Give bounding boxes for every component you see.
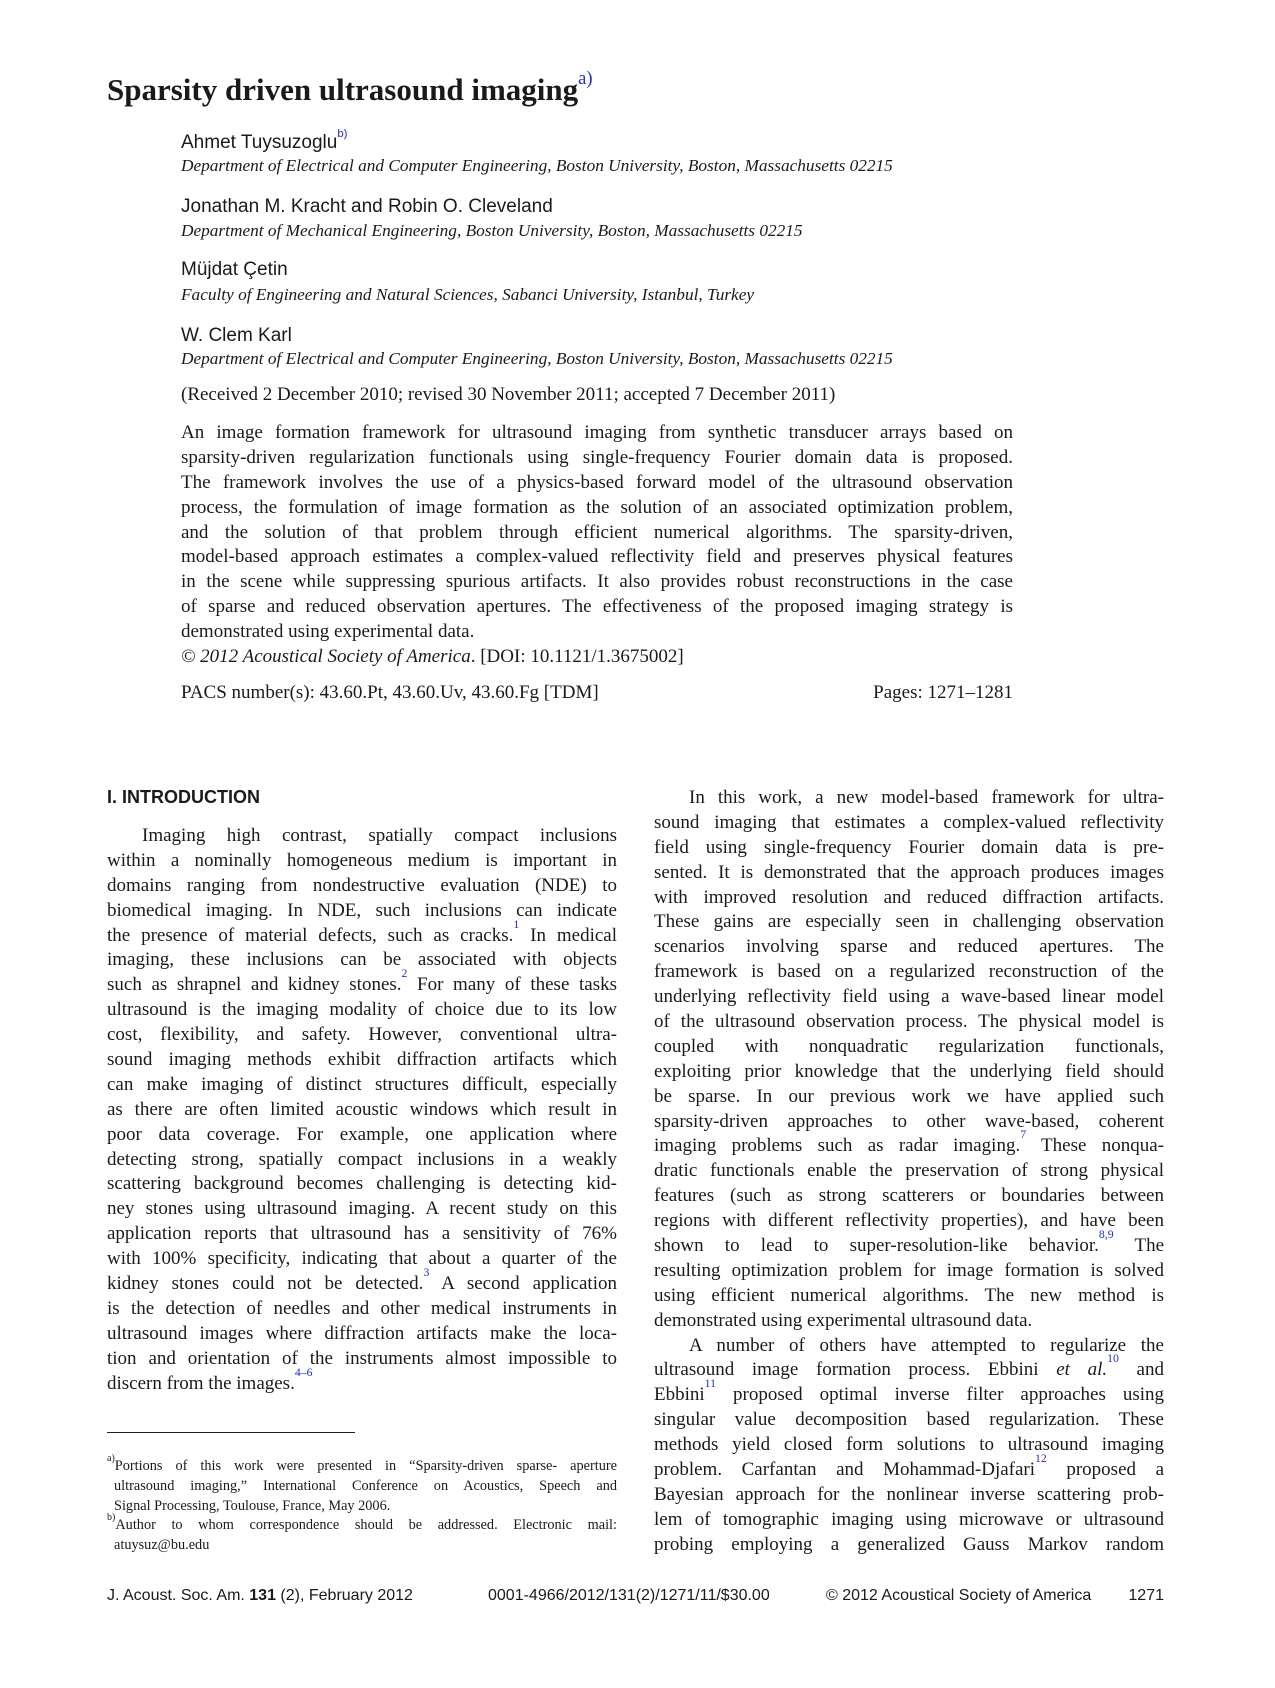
text-segment: Ebbini bbox=[654, 1384, 705, 1406]
text-line bbox=[654, 1352, 1164, 1383]
text-line bbox=[107, 1365, 617, 1397]
text-segment: biomedical imaging. In NDE, such inclusions can indicate bbox=[107, 899, 617, 921]
text-line bbox=[654, 786, 1164, 811]
text-segment: of the ultrasound observation process. The physical model is bbox=[654, 1011, 1164, 1033]
pacs-line bbox=[181, 682, 1013, 704]
text-segment: ney stones using ultrasound imaging. A recent study on this bbox=[107, 1198, 617, 1220]
text-line bbox=[107, 899, 617, 924]
reference-link[interactable]: 3 bbox=[423, 1266, 430, 1280]
text-line bbox=[654, 1209, 1164, 1234]
text-segment: domains ranging from nondestructive evaluation (NDE) to bbox=[107, 874, 617, 896]
text-segment: ultrasound images where diffraction artifacts make the loca- bbox=[107, 1322, 617, 1344]
text-segment: Author to whom correspondence should be addressed. Electronic mail: bbox=[115, 1517, 617, 1534]
text-segment: coupled with nonquadratic regularization functionals, bbox=[654, 1035, 1164, 1057]
author-1: Ahmet Tuysuzoglu$^{b)}$ bbox=[181, 128, 348, 153]
text-line bbox=[654, 1010, 1164, 1035]
text-segment: sound imaging methods exhibit diffraction artifacts which bbox=[107, 1049, 617, 1071]
text-segment: and bbox=[1118, 1359, 1164, 1381]
affiliation-4: Department of Electrical and Computer Engineering, Boston University, Boston, Massachusetts 02215 bbox=[181, 349, 893, 368]
text-line bbox=[107, 1453, 617, 1477]
text-segment: with 100% specificity, indicating that about a quarter of the bbox=[107, 1248, 617, 1270]
text-segment: imaging, these inclusions can be associated with objects bbox=[107, 949, 617, 971]
text-segment: using efficient numerical algorithms. The new method is bbox=[654, 1284, 1164, 1306]
text-segment: ultrasound is the imaging modality of choice due to its low bbox=[107, 999, 617, 1021]
text-line bbox=[107, 1023, 617, 1048]
text-line bbox=[654, 1228, 1165, 1259]
section-heading: I. INTRODUCTION bbox=[107, 787, 260, 807]
received-dates: (Received 2 December 2010; revised 30 November 2011; accepted 7 December 2011) bbox=[181, 384, 836, 405]
text-line bbox=[107, 1148, 617, 1173]
text-line bbox=[654, 1035, 1164, 1060]
text-line bbox=[181, 496, 1013, 521]
text-segment: sound imaging that estimates a complex-valued reflectivity bbox=[654, 811, 1164, 833]
affiliation-1: Department of Electrical and Computer Engineering, Boston University, Boston, Massachusetts 02215 bbox=[181, 156, 893, 175]
text-segment: atuysuz@bu.edu bbox=[114, 1537, 210, 1554]
text-segment: methods yield closed form solutions to ultrasound imaging bbox=[654, 1434, 1164, 1456]
text-segment: shown to lead to super-resolution-like behavior. bbox=[654, 1235, 1099, 1257]
text-line bbox=[654, 1110, 1164, 1135]
text-segment: regions with different reflectivity properties), and have been bbox=[654, 1210, 1164, 1232]
text-line bbox=[654, 811, 1164, 836]
reference-link[interactable]: 10 bbox=[1107, 1352, 1119, 1366]
text-line bbox=[107, 1197, 617, 1222]
reference-link[interactable]: 7 bbox=[1020, 1128, 1027, 1142]
text-segment: problem. Carfantan and Mohammad-Djafari bbox=[654, 1459, 1036, 1481]
text-segment: An image formation framework for ultrasound imaging from synthetic transducer arrays based on bbox=[181, 422, 1013, 443]
text-segment: the presence of material defects, such as cracks. bbox=[107, 924, 514, 946]
text-line bbox=[654, 910, 1164, 935]
text-segment: application reports that ultrasound has a sensitivity of 76% bbox=[107, 1223, 617, 1245]
footer-code: 0001-4966/2012/131(2)/1271/11/$30.00 bbox=[488, 1587, 770, 1604]
text-line bbox=[654, 1259, 1164, 1284]
text-line bbox=[181, 471, 1013, 496]
text-line bbox=[107, 1297, 617, 1322]
text-segment: The framework involves the use of a physics-based forward model of the ultrasound observation bbox=[181, 471, 1013, 493]
text-line bbox=[107, 1073, 617, 1098]
text-line bbox=[107, 1347, 617, 1372]
text-line bbox=[654, 1533, 1164, 1558]
italic-text: © 2012 Acoustical Society of America bbox=[181, 646, 471, 668]
author-4: W. Clem Karl bbox=[181, 325, 292, 346]
text-line bbox=[107, 824, 617, 849]
text-line bbox=[181, 595, 1013, 620]
text-line bbox=[107, 1123, 617, 1148]
right-column-text bbox=[654, 786, 1164, 1558]
text-line bbox=[107, 1322, 617, 1347]
affiliation-3: Faculty of Engineering and Natural Sciences, Sabanci University, Istanbul, Turkey bbox=[181, 285, 755, 304]
text-line bbox=[181, 645, 1013, 670]
text-segment: be sparse. In our previous work we have applied such bbox=[654, 1085, 1164, 1107]
author-3: Müjdat Çetin bbox=[181, 259, 288, 280]
text-line bbox=[654, 1334, 1164, 1359]
text-line bbox=[654, 1377, 1164, 1408]
text-line bbox=[107, 967, 617, 998]
text-segment: is the detection of needles and other medical instruments in bbox=[107, 1297, 617, 1319]
text-segment: Imaging high contrast, spatially compact inclusions bbox=[142, 825, 617, 846]
text-segment: of sparse and reduced observation apertures. The effectiveness of the proposed imaging strategy is bbox=[181, 596, 1013, 618]
text-segment: In medical bbox=[519, 924, 617, 946]
text-segment: In this work, a new model-based framework for ultra- bbox=[689, 787, 1164, 808]
abstract bbox=[181, 421, 1013, 670]
text-segment: scenarios involving sparse and reduced apertures. The bbox=[654, 936, 1164, 958]
text-line bbox=[654, 861, 1164, 886]
text-segment: detecting strong, spatially compact inclusions in a weakly bbox=[107, 1148, 617, 1170]
text-segment: Portions of this work were presented in “Sparsity-driven sparse- aperture bbox=[114, 1458, 617, 1474]
text-line bbox=[107, 1497, 617, 1517]
text-line bbox=[107, 1222, 617, 1247]
text-line bbox=[181, 521, 1013, 546]
text-segment: poor data coverage. For example, one application where bbox=[107, 1123, 617, 1145]
reference-link[interactable]: 4–6 bbox=[294, 1365, 313, 1379]
text-line bbox=[654, 1128, 1164, 1159]
footnotes bbox=[107, 1453, 617, 1556]
text-line bbox=[654, 1408, 1164, 1433]
affiliation-2: Department of Mechanical Engineering, Boston University, Boston, Massachusetts 02215 bbox=[181, 221, 803, 240]
italic-text: et al. bbox=[1056, 1359, 1108, 1381]
text-segment: with improved resolution and reduced diffraction artifacts. bbox=[654, 886, 1164, 908]
text-line bbox=[107, 1247, 617, 1272]
text-segment: process, the formulation of image formation as the solution of an associated optimization problem, bbox=[181, 496, 1013, 518]
reference-link[interactable]: 2 bbox=[401, 967, 408, 981]
text-segment: singular value decomposition based regularization. These bbox=[654, 1409, 1164, 1431]
text-line bbox=[654, 886, 1164, 911]
text-line bbox=[107, 1172, 617, 1197]
text-line bbox=[654, 1483, 1164, 1508]
reference-link[interactable]: 12 bbox=[1035, 1452, 1047, 1466]
text-line bbox=[107, 1477, 617, 1497]
text-segment: discern from the images. bbox=[107, 1372, 295, 1394]
text-line bbox=[107, 917, 617, 949]
text-line bbox=[654, 1184, 1164, 1209]
text-segment: proposed a bbox=[1046, 1459, 1164, 1481]
footer-copyright: © 2012 Acoustical Society of America bbox=[826, 1587, 1092, 1604]
text-line bbox=[654, 1433, 1164, 1458]
text-line bbox=[654, 1060, 1164, 1085]
text-line bbox=[654, 836, 1164, 861]
text-segment: features (such as strong scatterers or boundaries between bbox=[654, 1185, 1164, 1207]
text-line bbox=[181, 570, 1013, 595]
text-line bbox=[654, 1309, 1164, 1334]
text-line bbox=[654, 985, 1164, 1010]
text-segment: and the solution of that problem through efficient numerical algorithms. The sparsity-driven, bbox=[181, 521, 1013, 543]
text-line bbox=[107, 1536, 617, 1556]
text-segment: Signal Processing, Toulouse, France, May 2006. bbox=[114, 1497, 391, 1514]
reference-link[interactable]: 8,9 bbox=[1098, 1228, 1114, 1242]
text-segment: These gains are especially seen in challenging observation bbox=[654, 911, 1164, 933]
reference-link: b) bbox=[107, 1512, 116, 1524]
text-segment: proposed optimal inverse filter approaches using bbox=[716, 1384, 1164, 1406]
reference-link[interactable]: 11 bbox=[704, 1377, 717, 1391]
text-line bbox=[181, 545, 1013, 570]
text-line bbox=[181, 446, 1013, 471]
text-line bbox=[654, 1159, 1164, 1184]
text-segment: lem of tomographic imaging using microwave or ultrasound bbox=[654, 1508, 1164, 1530]
footer-journal: J. Acoust. Soc. Am. 131 (2), February 2012 bbox=[107, 1587, 413, 1604]
text-segment: sparsity-driven regularization functionals using single-frequency Fourier domain data is proposed. bbox=[181, 446, 1013, 468]
text-segment: sented. It is demonstrated that the approach produces images bbox=[654, 861, 1164, 883]
text-segment: resulting optimization problem for image formation is solved bbox=[654, 1259, 1164, 1281]
text-segment: such as shrapnel and kidney stones. bbox=[107, 974, 402, 996]
text-segment: A second application bbox=[429, 1273, 617, 1295]
reference-link: a) bbox=[107, 1453, 115, 1464]
author-2: Jonathan M. Kracht and Robin O. Cleveland bbox=[181, 196, 553, 217]
text-segment: can make imaging of distinct structures difficult, especially bbox=[107, 1073, 617, 1095]
text-segment: imaging problems such as radar imaging. bbox=[654, 1135, 1021, 1157]
text-segment: kidney stones could not be detected. bbox=[107, 1273, 424, 1295]
text-line bbox=[181, 421, 1013, 446]
text-segment: The bbox=[1113, 1235, 1165, 1257]
text-segment: scattering background becomes challenging is detecting kid- bbox=[107, 1173, 617, 1195]
text-segment: ultrasound image formation process. Ebbini bbox=[654, 1359, 1057, 1381]
text-line bbox=[654, 1508, 1164, 1533]
footnote-rule bbox=[107, 1432, 355, 1433]
text-segment: tion and orientation of the instruments almost impossible to bbox=[107, 1347, 617, 1369]
text-line bbox=[107, 874, 617, 899]
text-segment: exploiting prior knowledge that the underlying field should bbox=[654, 1060, 1164, 1082]
page-range: Pages: 1271–1281 bbox=[873, 682, 1013, 703]
text-segment: probing employing a generalized Gauss Markov random bbox=[654, 1533, 1164, 1555]
left-column-text bbox=[107, 824, 617, 1396]
text-line bbox=[107, 1266, 617, 1297]
text-segment: demonstrated using experimental ultrasound data. bbox=[654, 1309, 1033, 1331]
text-line bbox=[107, 1512, 617, 1536]
text-segment: underlying reflectivity field using a wave-based linear model bbox=[654, 986, 1164, 1008]
text-segment: Bayesian approach for the nonlinear inverse scattering prob- bbox=[654, 1483, 1164, 1505]
text-segment: as there are often limited acoustic windows which result in bbox=[107, 1098, 617, 1120]
text-segment: framework is based on a regularized reconstruction of the bbox=[654, 961, 1164, 983]
text-segment: dratic functionals enable the preservation of strong physical bbox=[654, 1160, 1164, 1182]
text-segment: . [DOI: 10.1121/1.3675002] bbox=[470, 646, 684, 668]
text-line bbox=[107, 1098, 617, 1123]
paper-title: Sparsity driven ultrasound imaging$^{a)}$ bbox=[107, 68, 593, 107]
text-segment: ultrasound imaging,” International Conference on Acoustics, Speech and bbox=[114, 1477, 617, 1494]
text-line bbox=[107, 998, 617, 1023]
title-footnote-link[interactable]: a) bbox=[578, 68, 593, 89]
text-line bbox=[107, 1048, 617, 1073]
text-segment: field using single-frequency Fourier domain data is pre- bbox=[654, 836, 1164, 858]
text-line bbox=[107, 948, 617, 973]
text-segment: within a nominally homogeneous medium is important in bbox=[107, 849, 617, 871]
footer-page-number: 1271 bbox=[1128, 1587, 1164, 1604]
author-footnote-link[interactable]: b) bbox=[337, 128, 348, 140]
text-line bbox=[107, 849, 617, 874]
text-segment: in the scene while suppressing spurious artifacts. It also provides robust reconstructions in the case bbox=[181, 571, 1013, 593]
text-segment: A number of others have attempted to regularize the bbox=[689, 1334, 1164, 1356]
text-line bbox=[181, 620, 1013, 645]
text-line bbox=[654, 1452, 1164, 1483]
text-line bbox=[654, 1284, 1164, 1309]
pacs-numbers: PACS number(s): 43.60.Pt, 43.60.Uv, 43.60.Fg [TDM] bbox=[181, 682, 599, 703]
text-segment: model-based approach estimates a complex-valued reflectivity field and preserves physical features bbox=[181, 546, 1013, 568]
text-segment: For many of these tasks bbox=[407, 974, 617, 996]
text-segment: sparsity-driven approaches to other wave-based, coherent bbox=[654, 1110, 1164, 1132]
text-line bbox=[654, 1085, 1164, 1110]
reference-link[interactable]: 1 bbox=[513, 917, 520, 931]
text-segment: cost, flexibility, and safety. However, conventional ultra- bbox=[107, 1024, 617, 1046]
text-segment: These nonqua- bbox=[1026, 1135, 1164, 1157]
text-segment: demonstrated using experimental data. bbox=[181, 621, 475, 643]
text-line bbox=[654, 960, 1164, 985]
text-line bbox=[654, 935, 1164, 960]
